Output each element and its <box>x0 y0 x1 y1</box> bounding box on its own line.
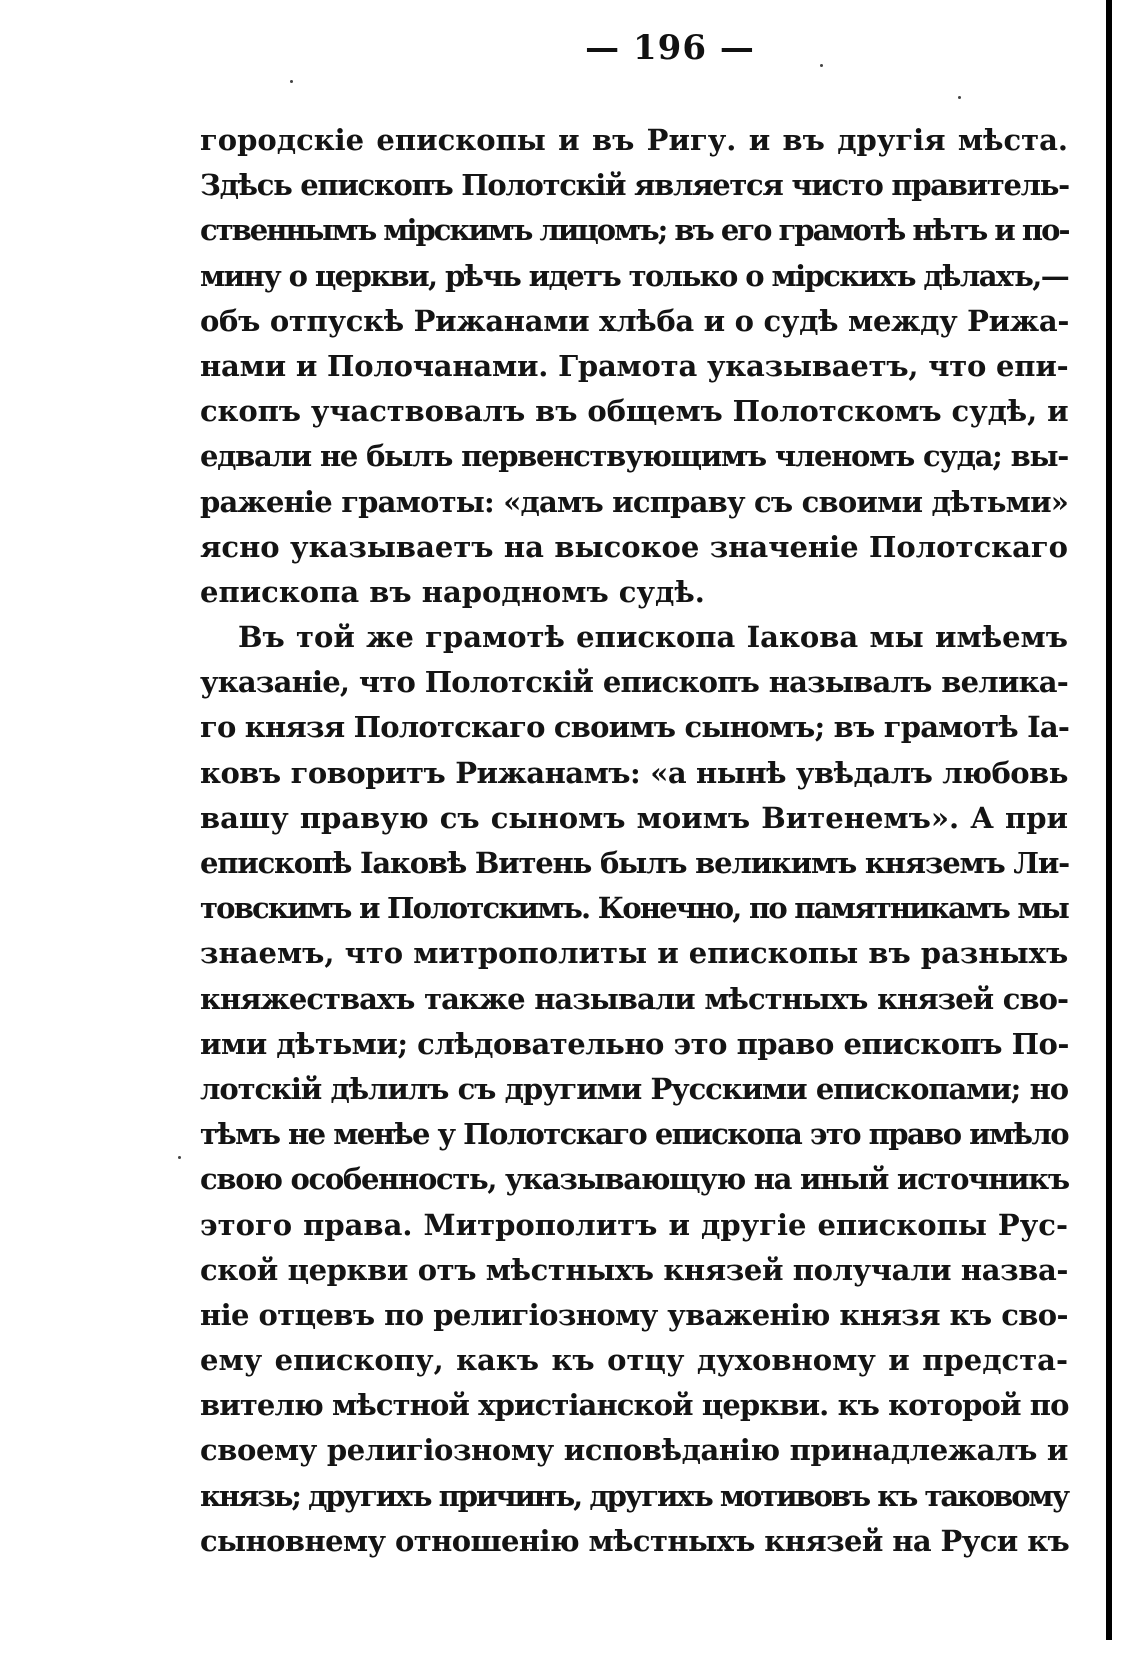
text-line: князь; другихъ причинъ, другихъ мотивовъ къ таковому <box>200 1478 1068 1513</box>
text-line: Здѣсь епископъ Полотскій является чисто правитель- <box>200 168 1069 203</box>
text-line: мину о церкви, рѣчь идетъ только о мірскихъ дѣлахъ,— <box>200 258 1069 293</box>
text-line: товскимъ и Полотскимъ. Конечно, по памятникамъ мы <box>200 891 1068 926</box>
text-line: этого права. Митрополитъ и другіе епископы Рус- <box>200 1207 1068 1242</box>
text-line: сыновнему отношенію мѣстныхъ князей на Руси къ <box>200 1523 1070 1558</box>
text-line: княжествахъ также называли мѣстныхъ князей сво- <box>200 981 1068 1016</box>
text-line: Въ той же грамотѣ епископа Іакова мы имѣемъ <box>238 620 1068 655</box>
text-line: свою особенность, указывающую на иный источникъ <box>200 1162 1069 1197</box>
text-line: лотскій дѣлилъ съ другими Русскими епископами; но <box>200 1071 1068 1106</box>
text-line: объ отпускѣ Рижанами хлѣба и о судѣ между Рижа- <box>200 303 1070 338</box>
text-line: ясно указываетъ на высокое значеніе Полотскаго <box>200 529 1068 564</box>
text-line: нами и Полочанами. Грамота указываетъ, что епи- <box>200 348 1069 383</box>
text-line: своему религіозному исповѣданію принадлежалъ и <box>200 1433 1068 1468</box>
text-line: знаемъ, что митрополиты и епископы въ разныхъ <box>200 936 1069 971</box>
text-line: тѣмъ не менѣе у Полотскаго епископа это право имѣло <box>200 1117 1068 1152</box>
text-line: городскіе епископы и въ Ригу. и въ другія мѣста. <box>200 123 1068 157</box>
page-number: — 196 — <box>585 28 755 68</box>
text-line: вашу правую съ сыномъ моимъ Витенемъ». А при <box>200 800 1068 835</box>
text-line: указаніе, что Полотскій епископъ называлъ велика- <box>200 665 1068 700</box>
text-line: ственнымъ мірскимъ лицомъ; въ его грамотѣ нѣтъ и по- <box>200 213 1069 248</box>
scan-speck <box>820 64 823 67</box>
text-line: ему епископу, какъ къ отцу духовному и предста- <box>200 1343 1068 1378</box>
scan-edge-bar <box>1106 0 1112 1640</box>
text-line: го князя Полотскаго своимъ сыномъ; въ грамотѣ Іа- <box>200 710 1070 745</box>
text-line: епископа въ народномъ судѣ. <box>200 574 705 609</box>
scan-speck <box>178 1156 181 1159</box>
text-line: ской церкви отъ мѣстныхъ князей получали назва- <box>200 1252 1068 1287</box>
scan-speck <box>958 96 961 99</box>
text-line: раженіе грамоты: «дамъ исправу съ своими дѣтьми» <box>200 484 1069 519</box>
text-line: ими дѣтьми; слѣдовательно это право епископъ По- <box>200 1026 1069 1061</box>
text-line: едвали не былъ первенствующимъ членомъ суда; вы- <box>200 439 1068 474</box>
text-line: ковъ говоритъ Рижанамъ: «а нынѣ увѣдалъ любовь <box>200 755 1068 790</box>
text-line: вителю мѣстной христіанской церкви. къ которой по <box>200 1388 1069 1423</box>
text-line: епископѣ Іаковѣ Витень былъ великимъ княземъ Ли- <box>200 846 1069 880</box>
text-line: ніе отцевъ по религіозному уваженію князя къ сво- <box>200 1297 1068 1332</box>
scan-speck <box>290 80 293 83</box>
body-text <box>200 118 1068 1564</box>
text-line: скопъ участвовалъ въ общемъ Полотскомъ судѣ, и <box>200 394 1069 429</box>
